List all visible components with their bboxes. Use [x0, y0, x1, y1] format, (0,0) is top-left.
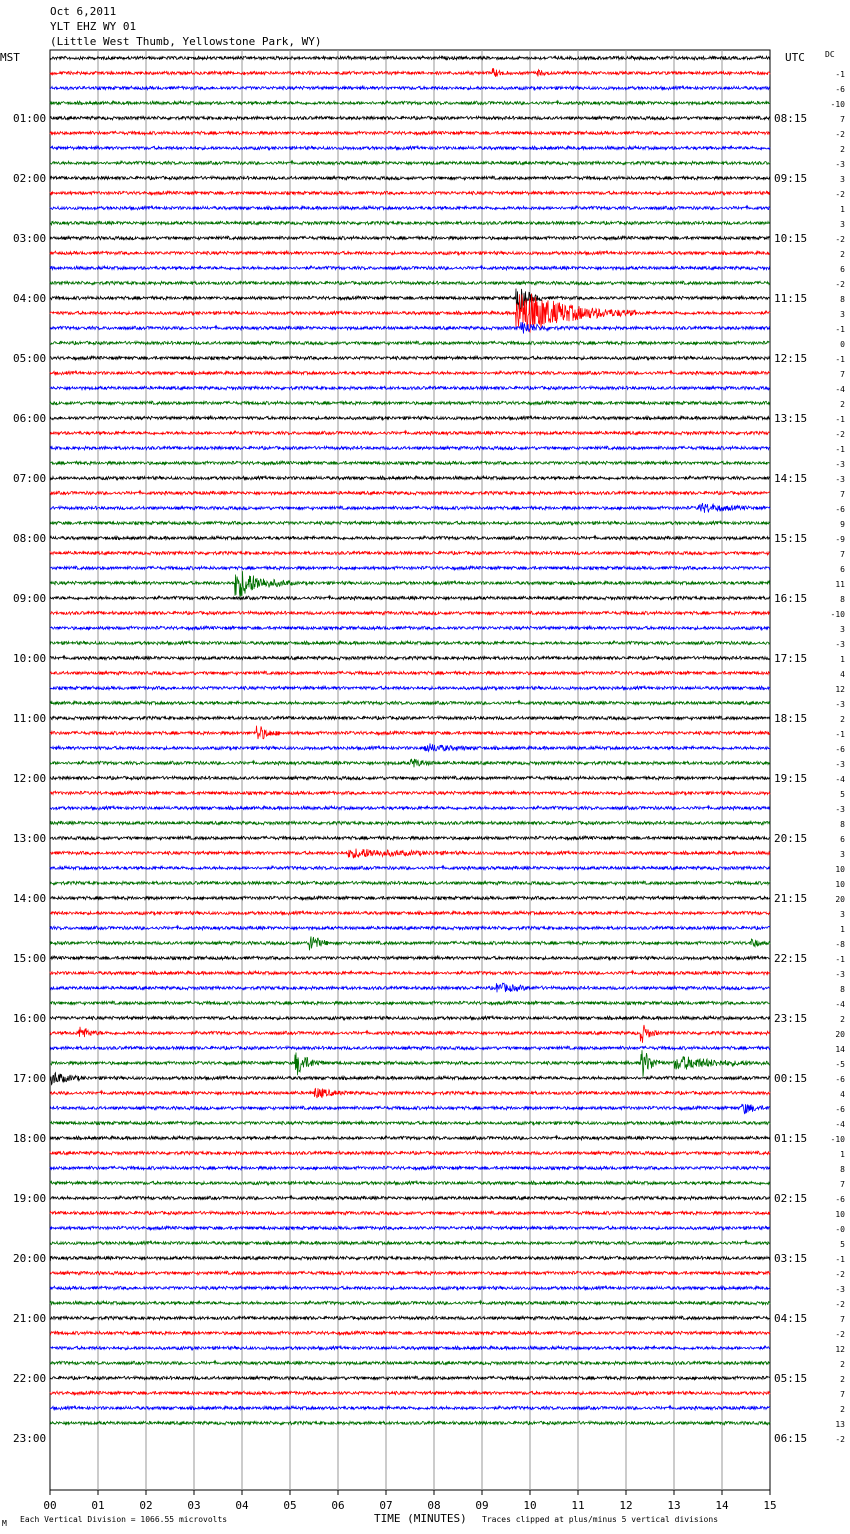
- dc-offset-value: 5: [840, 790, 845, 799]
- dc-offset-value: 7: [840, 1180, 845, 1189]
- utc-hour-label: 23:15: [774, 1012, 808, 1025]
- dc-offset-value: 3: [840, 910, 845, 919]
- dc-offset-value: -6: [835, 1195, 845, 1204]
- x-tick-label: 00: [43, 1499, 57, 1512]
- dc-offset-value: 1: [840, 925, 845, 934]
- mst-hour-label: 03:00: [13, 232, 47, 245]
- dc-offset-value: -1: [835, 325, 845, 334]
- dc-offset-value: 3: [840, 220, 845, 229]
- dc-offset-value: -4: [835, 775, 845, 784]
- dc-offset-value: -2: [835, 430, 845, 439]
- dc-offset-value: 7: [840, 1315, 845, 1324]
- x-tick-label: 10: [523, 1499, 537, 1512]
- dc-offset-value: -4: [835, 1120, 845, 1129]
- dc-offset-value: 5: [840, 1240, 845, 1249]
- dc-offset-value: -1: [835, 955, 845, 964]
- left-timezone-label: MST: [0, 51, 20, 64]
- mst-hour-label: 23:00: [13, 1432, 47, 1445]
- dc-offset-value: 8: [840, 820, 845, 829]
- mst-hour-label: 15:00: [13, 952, 47, 965]
- footer-left-mark: M: [2, 1519, 7, 1528]
- dc-offset-value: -2: [835, 1300, 845, 1309]
- mst-hour-label: 06:00: [13, 412, 47, 425]
- dc-offset-value: 3: [840, 310, 845, 319]
- mst-hour-label: 20:00: [13, 1252, 47, 1265]
- dc-offset-value: 8: [840, 1165, 845, 1174]
- mst-hour-label: 21:00: [13, 1312, 47, 1325]
- dc-offset-value: 4: [840, 1090, 845, 1099]
- dc-offset-value: -6: [835, 1075, 845, 1084]
- utc-hour-label: 22:15: [774, 952, 808, 965]
- dc-offset-value: -1: [835, 730, 845, 739]
- dc-offset-value: -6: [835, 505, 845, 514]
- x-tick-label: 05: [283, 1499, 297, 1512]
- utc-hour-label: 13:15: [774, 412, 808, 425]
- dc-offset-value: 3: [840, 175, 845, 184]
- x-tick-label: 06: [331, 1499, 345, 1512]
- dc-offset-value: 20: [835, 1030, 845, 1039]
- utc-hour-label: 01:15: [774, 1132, 808, 1145]
- dc-offset-value: -3: [835, 970, 845, 979]
- dc-offset-value: 7: [840, 115, 845, 124]
- dc-offset-value: 11: [835, 580, 845, 589]
- dc-offset-value: -4: [835, 1000, 845, 1009]
- utc-hour-label: 20:15: [774, 832, 808, 845]
- dc-offset-value: 14: [835, 1045, 845, 1054]
- dc-offset-value: -1: [835, 415, 845, 424]
- right-timezone-label: UTC: [785, 51, 805, 64]
- dc-offset-value: 0: [840, 340, 845, 349]
- dc-offset-value: -4: [835, 385, 845, 394]
- dc-offset-value: 3: [840, 850, 845, 859]
- dc-offset-header: DC: [825, 50, 835, 59]
- mst-hour-label: 10:00: [13, 652, 47, 665]
- dc-offset-value: 2: [840, 1375, 845, 1384]
- mst-hour-label: 05:00: [13, 352, 47, 365]
- clip-note: Traces clipped at plus/minus 5 vertical divisions: [482, 1515, 719, 1524]
- dc-offset-value: -2: [835, 1330, 845, 1339]
- mst-hour-label: 02:00: [13, 172, 47, 185]
- dc-offset-value: 1: [840, 205, 845, 214]
- mst-hour-label: 13:00: [13, 832, 47, 845]
- dc-offset-value: -3: [835, 760, 845, 769]
- dc-offset-value: -3: [835, 160, 845, 169]
- x-tick-label: 09: [475, 1499, 489, 1512]
- mst-hour-label: 16:00: [13, 1012, 47, 1025]
- dc-offset-value: 10: [835, 865, 845, 874]
- utc-hour-label: 10:15: [774, 232, 808, 245]
- utc-hour-label: 21:15: [774, 892, 808, 905]
- dc-offset-value: 20: [835, 895, 845, 904]
- dc-offset-value: 6: [840, 265, 845, 274]
- x-tick-label: 14: [715, 1499, 729, 1512]
- dc-offset-value: 2: [840, 250, 845, 259]
- utc-hour-label: 17:15: [774, 652, 808, 665]
- mst-hour-label: 12:00: [13, 772, 47, 785]
- dc-offset-value: -3: [835, 475, 845, 484]
- dc-offset-value: -5: [835, 1060, 845, 1069]
- dc-offset-value: 9: [840, 520, 845, 529]
- utc-hour-label: 11:15: [774, 292, 808, 305]
- dc-offset-value: -2: [835, 1435, 845, 1444]
- dc-offset-value: -6: [835, 745, 845, 754]
- mst-hour-label: 07:00: [13, 472, 47, 485]
- x-tick-label: 02: [139, 1499, 153, 1512]
- dc-offset-value: -8: [835, 940, 845, 949]
- dc-offset-value: 12: [835, 685, 845, 694]
- mst-hour-label: 11:00: [13, 712, 47, 725]
- utc-hour-label: 14:15: [774, 472, 808, 485]
- dc-offset-value: -3: [835, 460, 845, 469]
- x-tick-label: 11: [571, 1499, 585, 1512]
- dc-offset-value: 13: [835, 1420, 845, 1429]
- dc-offset-value: 8: [840, 595, 845, 604]
- x-tick-label: 15: [763, 1499, 777, 1512]
- dc-offset-value: -2: [835, 1270, 845, 1279]
- dc-offset-value: -1: [835, 445, 845, 454]
- utc-hour-label: 19:15: [774, 772, 808, 785]
- utc-hour-label: 04:15: [774, 1312, 808, 1325]
- utc-hour-label: 18:15: [774, 712, 808, 725]
- x-tick-label: 07: [379, 1499, 393, 1512]
- dc-offset-value: 2: [840, 1405, 845, 1414]
- dc-offset-value: 2: [840, 1360, 845, 1369]
- x-tick-label: 12: [619, 1499, 633, 1512]
- dc-offset-value: 6: [840, 565, 845, 574]
- chart-title: Oct 6,2011: [50, 5, 117, 18]
- dc-offset-value: -10: [830, 1135, 845, 1144]
- station-code: YLT EHZ WY 01: [50, 20, 137, 33]
- dc-offset-value: -2: [835, 235, 845, 244]
- utc-hour-label: 02:15: [774, 1192, 808, 1205]
- dc-offset-value: -3: [835, 805, 845, 814]
- dc-offset-value: 12: [835, 1345, 845, 1354]
- mst-hour-label: 01:00: [13, 112, 47, 125]
- dc-offset-value: 7: [840, 550, 845, 559]
- utc-hour-label: 05:15: [774, 1372, 808, 1385]
- dc-offset-value: 8: [840, 295, 845, 304]
- x-tick-label: 13: [667, 1499, 681, 1512]
- dc-offset-value: 7: [840, 490, 845, 499]
- dc-offset-value: 4: [840, 670, 845, 679]
- utc-hour-label: 12:15: [774, 352, 808, 365]
- dc-offset-value: -6: [835, 85, 845, 94]
- dc-offset-value: 10: [835, 1210, 845, 1219]
- dc-offset-value: -2: [835, 190, 845, 199]
- dc-offset-value: -10: [830, 100, 845, 109]
- utc-hour-label: 08:15: [774, 112, 808, 125]
- utc-hour-label: 03:15: [774, 1252, 808, 1265]
- x-tick-label: 03: [187, 1499, 201, 1512]
- dc-offset-value: -3: [835, 700, 845, 709]
- mst-hour-label: 08:00: [13, 532, 47, 545]
- dc-offset-value: 6: [840, 835, 845, 844]
- station-location: (Little West Thumb, Yellowstone Park, WY): [50, 35, 322, 48]
- dc-offset-value: -0: [835, 1225, 845, 1234]
- mst-hour-label: 14:00: [13, 892, 47, 905]
- utc-hour-label: 15:15: [774, 532, 808, 545]
- dc-offset-value: 2: [840, 715, 845, 724]
- dc-offset-value: 2: [840, 400, 845, 409]
- x-tick-label: 04: [235, 1499, 249, 1512]
- dc-offset-value: 7: [840, 1390, 845, 1399]
- dc-offset-value: -3: [835, 1285, 845, 1294]
- dc-offset-value: 1: [840, 655, 845, 664]
- mst-hour-label: 17:00: [13, 1072, 47, 1085]
- dc-offset-value: -9: [835, 535, 845, 544]
- utc-hour-label: 16:15: [774, 592, 808, 605]
- mst-hour-label: 04:00: [13, 292, 47, 305]
- dc-offset-value: 10: [835, 880, 845, 889]
- mst-hour-label: 22:00: [13, 1372, 47, 1385]
- dc-offset-value: -10: [830, 610, 845, 619]
- utc-hour-label: 09:15: [774, 172, 808, 185]
- dc-offset-value: -1: [835, 1255, 845, 1264]
- x-axis-label: TIME (MINUTES): [374, 1512, 467, 1525]
- dc-offset-value: -6: [835, 1105, 845, 1114]
- dc-offset-value: 8: [840, 985, 845, 994]
- dc-offset-value: -3: [835, 640, 845, 649]
- dc-offset-value: -1: [835, 70, 845, 79]
- dc-offset-value: 1: [840, 1150, 845, 1159]
- dc-offset-value: -1: [835, 355, 845, 364]
- dc-offset-value: 2: [840, 145, 845, 154]
- dc-offset-value: -2: [835, 130, 845, 139]
- utc-hour-label: 00:15: [774, 1072, 808, 1085]
- dc-offset-value: 7: [840, 370, 845, 379]
- dc-offset-value: -2: [835, 280, 845, 289]
- mst-hour-label: 09:00: [13, 592, 47, 605]
- x-tick-label: 08: [427, 1499, 441, 1512]
- dc-offset-value: 3: [840, 625, 845, 634]
- mst-hour-label: 18:00: [13, 1132, 47, 1145]
- scale-note: Each Vertical Division = 1066.55 microvolts: [20, 1515, 228, 1524]
- x-tick-label: 01: [91, 1499, 105, 1512]
- mst-hour-label: 19:00: [13, 1192, 47, 1205]
- dc-offset-value: 2: [840, 1015, 845, 1024]
- utc-hour-label: 06:15: [774, 1432, 808, 1445]
